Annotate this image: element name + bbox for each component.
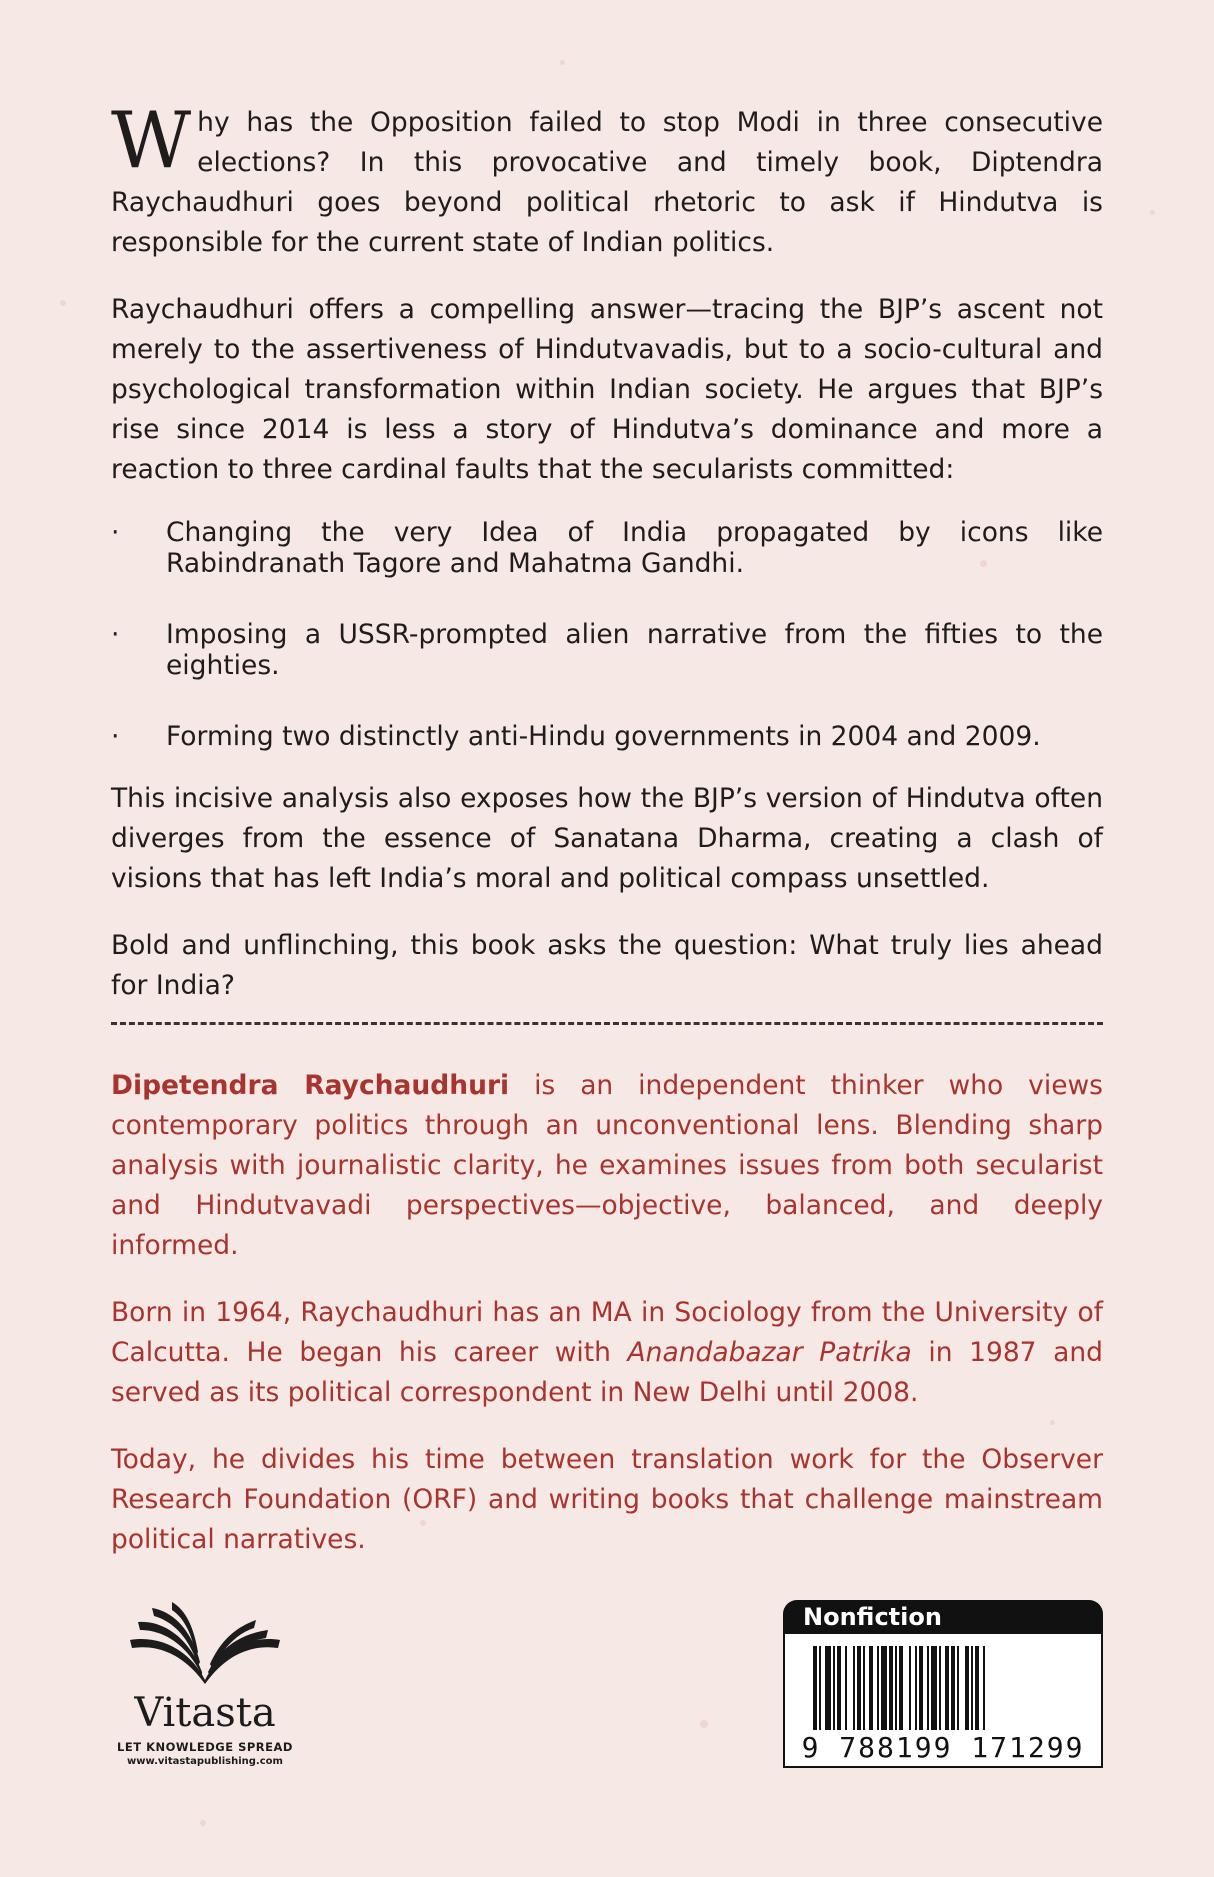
- blurb-paragraph: Raychaudhuri offers a compelling answer—tracing the BJP’s ascent not merely to the assertiveness of Hindutvavadis, but to a socio-cultural and psychological transformation within Indian society. He argues that BJP’s rise since 2014 is less a story of Hindutva’s dominance and more a reaction to three cardinal faults that the secularists committed:: [111, 294, 1103, 485]
- barcode-bar: [951, 1646, 955, 1730]
- barcode-bar: [983, 1646, 985, 1730]
- barcode-bar: [965, 1646, 969, 1730]
- background-speck: [1150, 210, 1155, 215]
- barcode-panel: [783, 1634, 1103, 1768]
- publisher-logo: [110, 1600, 300, 1767]
- background-speck: [60, 300, 66, 306]
- barcode-bar: [899, 1646, 903, 1730]
- isbn-digits: 9 788199 171299: [801, 1731, 1085, 1764]
- background-speck: [200, 1820, 206, 1826]
- isbn-barcode: [783, 1600, 1103, 1768]
- drop-cap: W: [111, 96, 192, 186]
- author-current: Today, he divides his time between translation work for the Observer Research Foundation (ORF) and writing books that challenge mainstream political narratives.: [111, 1444, 1103, 1555]
- author-bio: [111, 1066, 1103, 1587]
- background-speck: [560, 60, 565, 65]
- barcode-bars: [785, 1646, 1101, 1742]
- bullet-icon: ·: [111, 619, 120, 650]
- blurb-intro: Why has the Opposition failed to stop Modi in three consecutive elections? In this provocative and timely book, Diptendra Raychaudhuri goes beyond political rhetoric to ask if Hindutva is responsible for the current state of Indian politics.: [111, 96, 1103, 258]
- barcode-bar: [877, 1646, 879, 1730]
- barcode-bar: [927, 1646, 929, 1730]
- barcode-bar: [819, 1646, 821, 1730]
- blurb-closing: Bold and unflinching, this book asks the question: What truly lies ahead for India?: [111, 930, 1103, 1001]
- bullet-icon: ·: [111, 721, 120, 752]
- publisher-tagline: LET KNOWLEDGE SPREAD: [117, 1740, 293, 1754]
- barcode-bar: [915, 1646, 917, 1730]
- background-speck: [700, 1720, 708, 1728]
- barcode-bar: [863, 1646, 865, 1730]
- list-item: · Forming two distinctly anti-Hindu governments in 2004 and 2009.: [111, 721, 1041, 752]
- newspaper-title: Anandabazar Patrika: [627, 1337, 912, 1368]
- book-blurb: [111, 96, 1103, 1033]
- barcode-bar: [825, 1646, 831, 1730]
- barcode-bar: [845, 1646, 847, 1730]
- author-intro: Dipetendra Raychaudhuri is an independent thinker who views contemporary politics through an unconventional lens. Blending sharp analysis with journalistic clarity, he examines issues from both secularist and Hindutvavadi perspectives—objective, balanced, and deeply informed.: [111, 1070, 1103, 1261]
- blurb-paragraph: This incisive analysis also exposes how the BJP’s version of Hindutva often diverges from the essence of Sanatana Dharma, creating a clash of visions that has left India’s moral and political compass unsettled.: [111, 783, 1103, 894]
- barcode-bar: [971, 1646, 973, 1730]
- barcode-bar: [945, 1646, 949, 1730]
- barcode-bar: [837, 1646, 841, 1730]
- barcode-bar: [919, 1646, 923, 1730]
- barcode-bar: [833, 1646, 835, 1730]
- barcode-bar: [895, 1646, 897, 1730]
- list-item: · Imposing a USSR-prompted alien narrative from the fifties to the eighties.: [111, 619, 1103, 681]
- barcode-bar: [853, 1646, 855, 1730]
- barcode-bar: [857, 1646, 861, 1730]
- author-name: Dipetendra Raychaudhuri: [111, 1070, 510, 1101]
- genre-label: Nonfiction: [783, 1600, 1103, 1634]
- list-item: · Changing the very Idea of India propagated by icons like Rabindranath Tagore and Mahatma Gandhi.: [111, 517, 1103, 579]
- bullet-icon: ·: [111, 517, 120, 548]
- publisher-name: Vitasta: [134, 1690, 276, 1736]
- barcode-bar: [931, 1646, 937, 1730]
- author-career: Born in 1964, Raychaudhuri has an MA in Sociology from the University of Calcutta. He began his career with Anandabazar Patrika in 1987 and served as its political correspondent in New Delhi until 2008.: [111, 1297, 1103, 1408]
- barcode-bar: [957, 1646, 959, 1730]
- open-book-icon: [120, 1600, 290, 1690]
- barcode-bar: [909, 1646, 911, 1730]
- publisher-url: www.vitastapublishing.com: [127, 1756, 283, 1767]
- barcode-bar: [939, 1646, 941, 1730]
- barcode-bar: [813, 1646, 817, 1730]
- barcode-bar: [975, 1646, 979, 1730]
- barcode-bar: [889, 1646, 893, 1730]
- cardinal-faults-list: [111, 517, 1103, 752]
- barcode-bar: [881, 1646, 887, 1730]
- dashed-divider: [111, 1022, 1103, 1025]
- barcode-bar: [869, 1646, 873, 1730]
